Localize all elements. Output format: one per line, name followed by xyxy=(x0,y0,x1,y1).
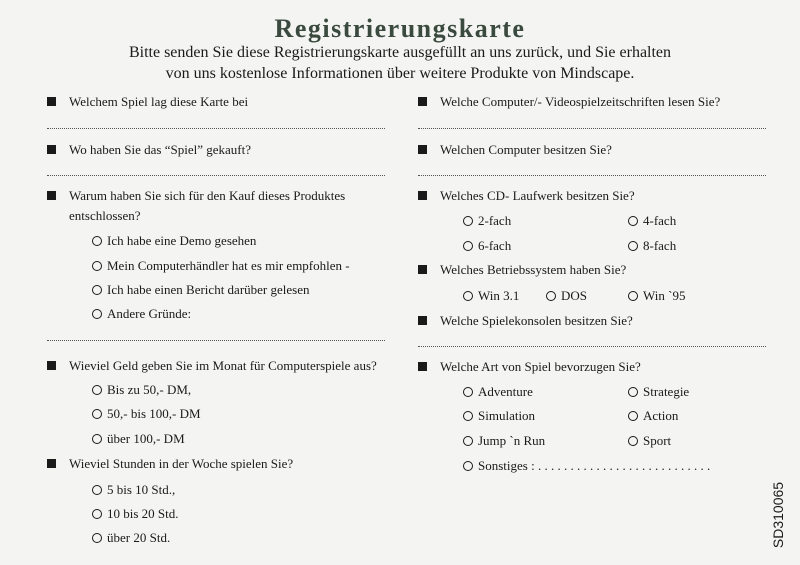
question-purchase-place: Wo haben Sie das “Spiel” gekauft? xyxy=(47,140,387,160)
option-spend-high[interactable]: über 100,- DM xyxy=(92,431,185,447)
option-strategy[interactable]: Strategie xyxy=(628,384,689,400)
radio-circle-icon[interactable] xyxy=(92,261,102,271)
option-hours-mid[interactable]: 10 bis 20 Std. xyxy=(92,506,179,522)
radio-circle-icon[interactable] xyxy=(463,291,473,301)
option-hours-high[interactable]: über 20 Std. xyxy=(92,530,170,546)
radio-circle-icon[interactable] xyxy=(92,285,102,295)
answer-line[interactable] xyxy=(47,128,385,129)
radio-circle-icon[interactable] xyxy=(628,291,638,301)
square-bullet-icon xyxy=(418,191,427,200)
question-game: Welchem Spiel lag diese Karte bei xyxy=(47,92,387,112)
option-action[interactable]: Action xyxy=(628,408,678,424)
option-spend-mid[interactable]: 50,- bis 100,- DM xyxy=(92,406,201,422)
answer-line[interactable] xyxy=(47,175,385,176)
answer-line[interactable] xyxy=(418,175,766,176)
radio-circle-icon[interactable] xyxy=(92,434,102,444)
radio-circle-icon[interactable] xyxy=(463,436,473,446)
square-bullet-icon xyxy=(418,145,427,154)
option-jump-n-run[interactable]: Jump `n Run xyxy=(463,433,545,449)
option-cd-4x[interactable]: 4-fach xyxy=(628,213,676,229)
square-bullet-icon xyxy=(47,145,56,154)
radio-circle-icon[interactable] xyxy=(92,533,102,543)
radio-circle-icon[interactable] xyxy=(92,485,102,495)
radio-circle-icon[interactable] xyxy=(463,216,473,226)
radio-circle-icon[interactable] xyxy=(463,461,473,471)
option-other-genre[interactable]: Sonstiges : . . . . . . . . . . . . . . . . . . . . . . . . . . . xyxy=(463,458,710,474)
question-os: Welches Betriebssystem haben Sie? xyxy=(418,260,758,280)
card-title: Registrierungskarte xyxy=(274,14,526,43)
option-adventure[interactable]: Adventure xyxy=(463,384,533,400)
option-sport[interactable]: Sport xyxy=(628,433,671,449)
answer-line[interactable] xyxy=(47,340,385,341)
radio-circle-icon[interactable] xyxy=(463,411,473,421)
radio-circle-icon[interactable] xyxy=(546,291,556,301)
question-purchase-reason: Warum haben Sie sich für den Kauf dieses Produktes entschlossen? xyxy=(47,186,377,226)
square-bullet-icon xyxy=(418,97,427,106)
option-simulation[interactable]: Simulation xyxy=(463,408,535,424)
option-hours-low[interactable]: 5 bis 10 Std., xyxy=(92,482,175,498)
radio-circle-icon[interactable] xyxy=(463,241,473,251)
side-code: SD310065 xyxy=(770,481,786,549)
card-subtitle xyxy=(0,42,800,84)
radio-circle-icon[interactable] xyxy=(628,241,638,251)
option-win95[interactable]: Win `95 xyxy=(628,288,685,304)
option-dealer[interactable]: Mein Computerhändler hat es mir empfohlen - xyxy=(92,258,350,274)
radio-circle-icon[interactable] xyxy=(92,236,102,246)
answer-line[interactable] xyxy=(418,128,766,129)
radio-circle-icon[interactable] xyxy=(463,387,473,397)
option-spend-low[interactable]: Bis zu 50,- DM, xyxy=(92,382,191,398)
square-bullet-icon xyxy=(47,97,56,106)
square-bullet-icon xyxy=(47,191,56,200)
square-bullet-icon xyxy=(418,316,427,325)
question-weekly-hours: Wieviel Stunden in der Woche spielen Sie? xyxy=(47,454,387,474)
question-game-genre: Welche Art von Spiel bevorzugen Sie? xyxy=(418,357,758,377)
radio-circle-icon[interactable] xyxy=(628,387,638,397)
option-other-reasons[interactable]: Andere Gründe: xyxy=(92,306,191,322)
question-computer: Welchen Computer besitzen Sie? xyxy=(418,140,758,160)
answer-line[interactable] xyxy=(418,346,766,347)
subtitle-line: Bitte senden Sie diese Registrierungskarte ausgefüllt an uns zurück, und Sie erhalten xyxy=(128,44,672,61)
question-magazines: Welche Computer/- Videospielzeitschriften lesen Sie? xyxy=(418,92,758,112)
option-win31[interactable]: Win 3.1 xyxy=(463,288,519,304)
subtitle-line: von uns kostenlose Informationen über weitere Produkte von Mindscape. xyxy=(165,65,635,82)
square-bullet-icon xyxy=(418,362,427,371)
question-consoles: Welche Spielekonsolen besitzen Sie? xyxy=(418,311,758,331)
square-bullet-icon xyxy=(418,265,427,274)
radio-circle-icon[interactable] xyxy=(92,385,102,395)
option-cd-6x[interactable]: 6-fach xyxy=(463,238,511,254)
option-dos[interactable]: DOS xyxy=(546,288,587,304)
option-cd-8x[interactable]: 8-fach xyxy=(628,238,676,254)
radio-circle-icon[interactable] xyxy=(628,436,638,446)
question-cd-drive: Welches CD- Laufwerk besitzen Sie? xyxy=(418,186,758,206)
radio-circle-icon[interactable] xyxy=(92,509,102,519)
option-cd-2x[interactable]: 2-fach xyxy=(463,213,511,229)
radio-circle-icon[interactable] xyxy=(628,216,638,226)
square-bullet-icon xyxy=(47,361,56,370)
square-bullet-icon xyxy=(47,459,56,468)
question-monthly-spending: Wieviel Geld geben Sie im Monat für Computerspiele aus? xyxy=(47,356,407,376)
radio-circle-icon[interactable] xyxy=(628,411,638,421)
option-review[interactable]: Ich habe einen Bericht darüber gelesen xyxy=(92,282,309,298)
option-demo[interactable]: Ich habe eine Demo gesehen xyxy=(92,233,256,249)
radio-circle-icon[interactable] xyxy=(92,409,102,419)
radio-circle-icon[interactable] xyxy=(92,309,102,319)
